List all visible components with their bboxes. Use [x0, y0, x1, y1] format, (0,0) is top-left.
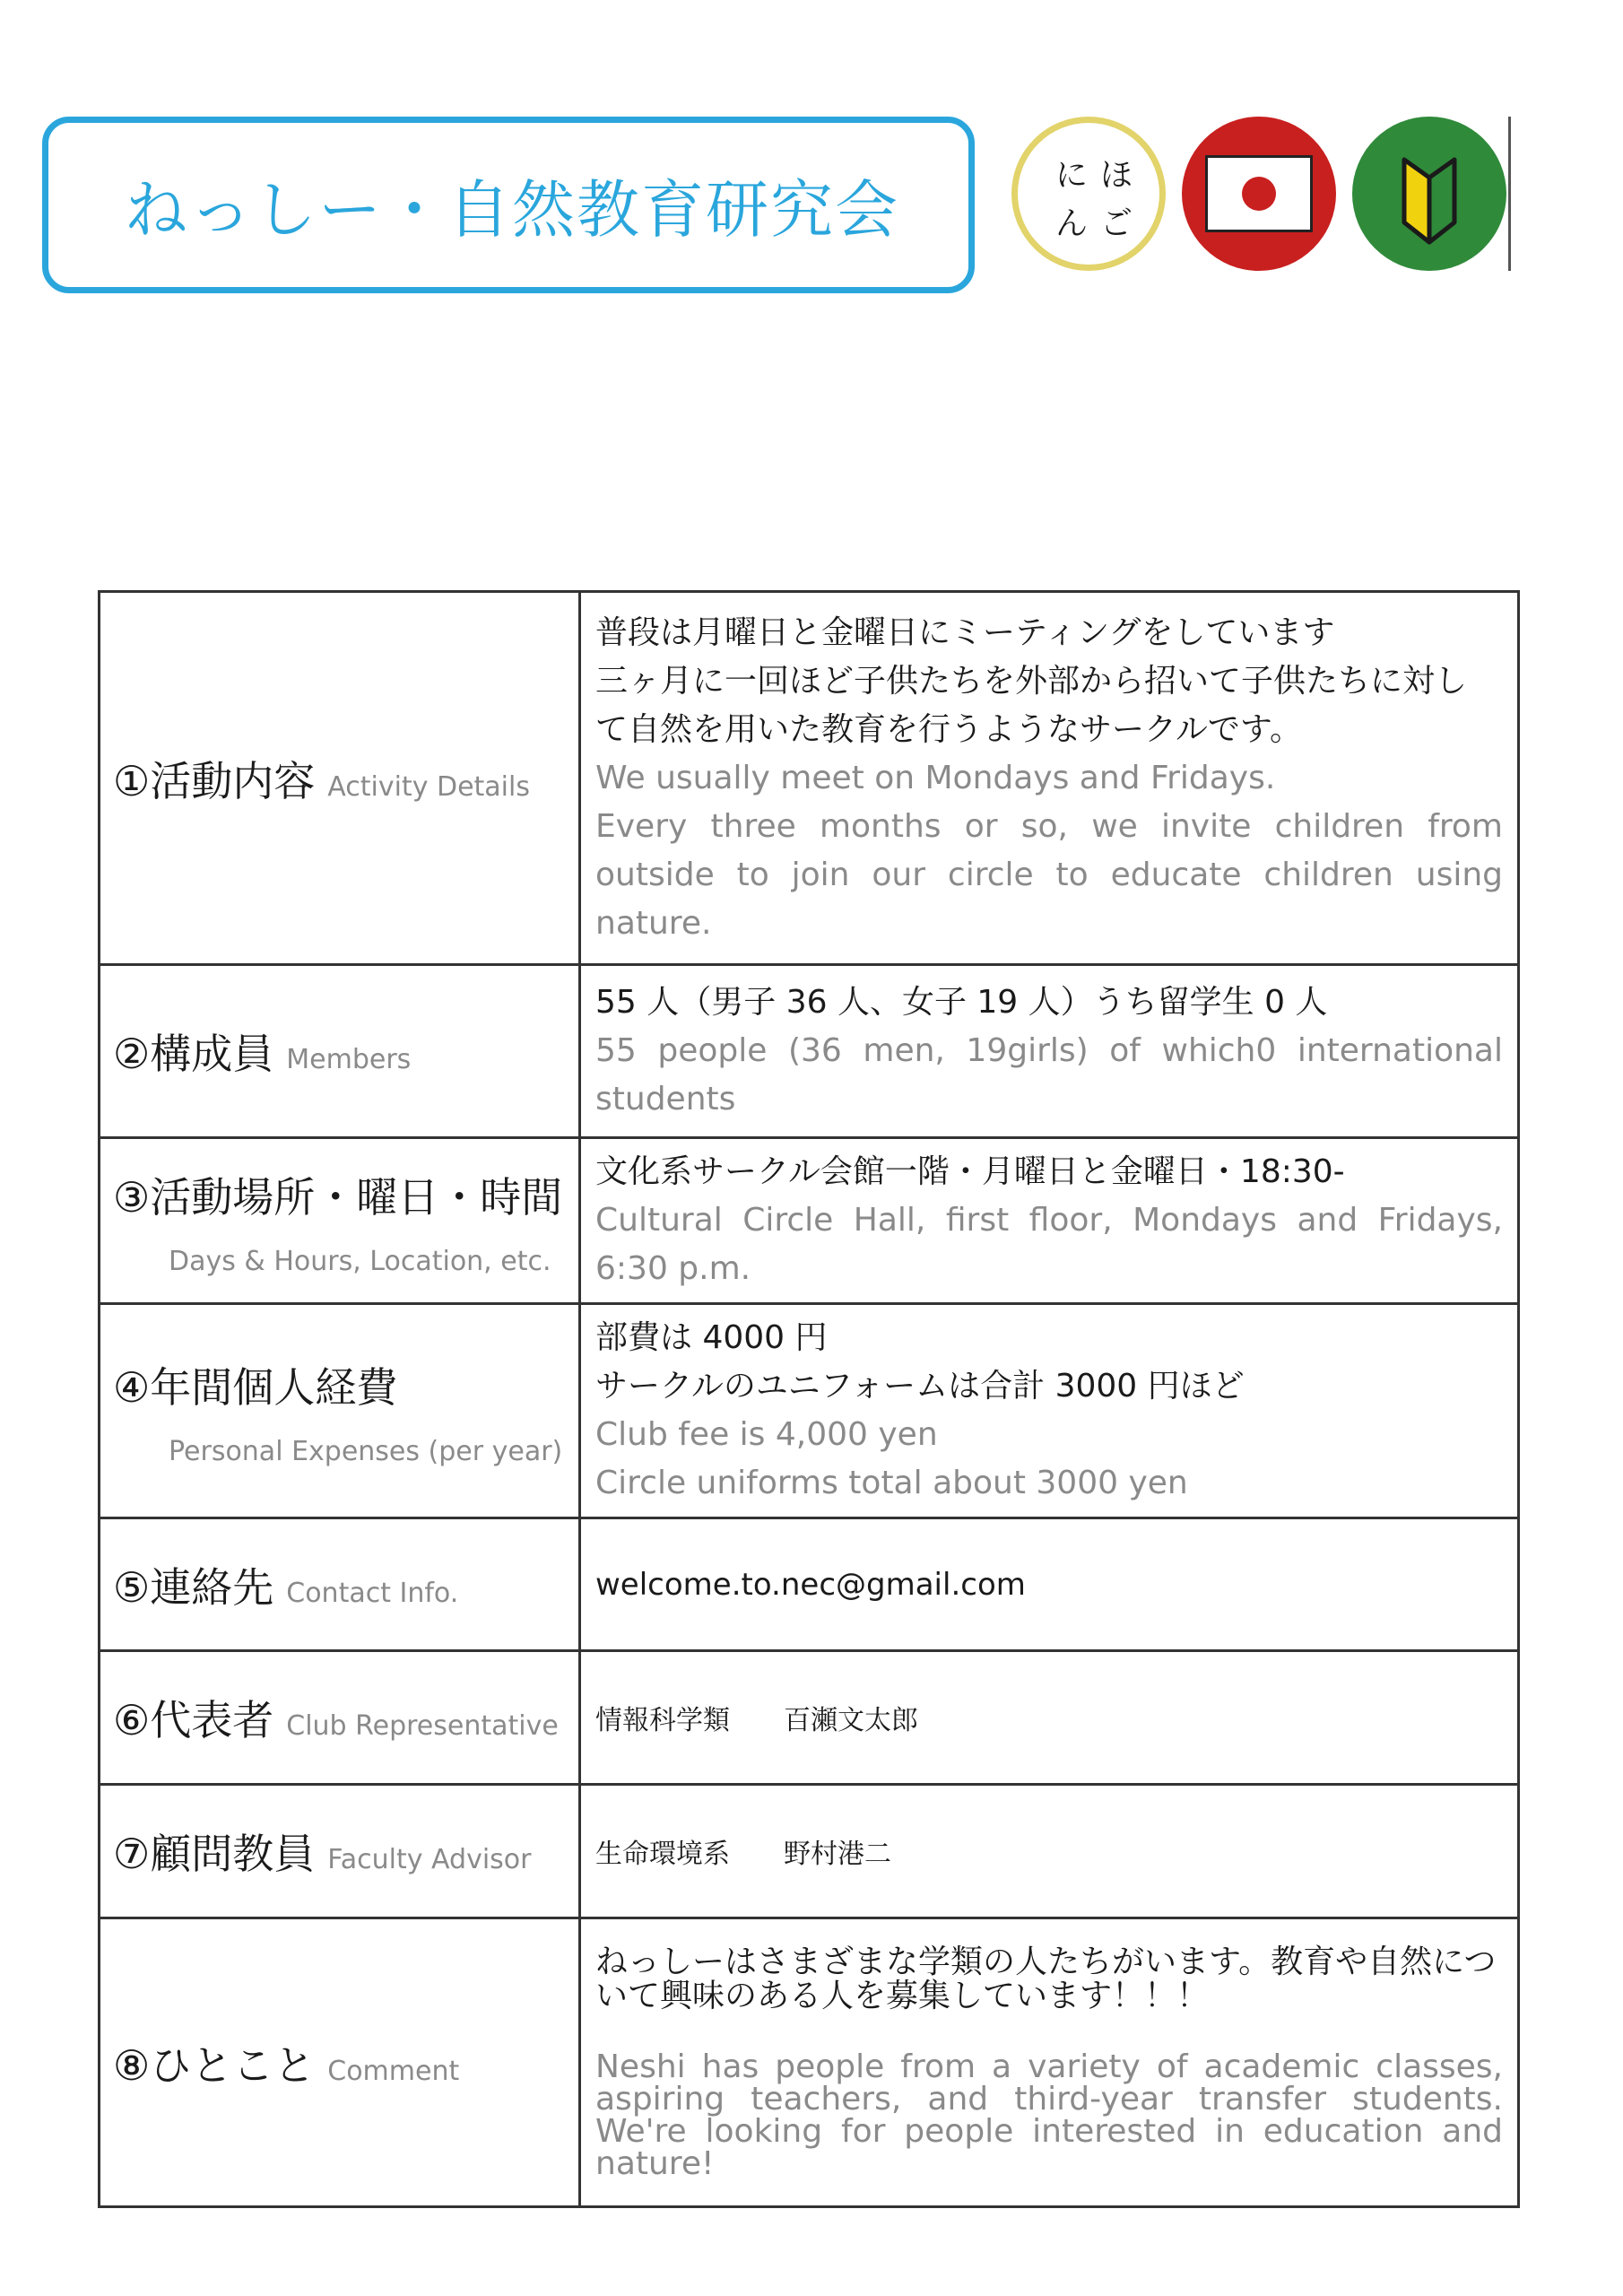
divider: [1508, 117, 1511, 271]
table-row: [100, 1785, 1519, 1918]
value-en-line: Neshi has people from a variety of academic classes, aspiring teachers, and third-year transfer students. We're looking for people interested in education and nature!: [595, 2048, 1503, 2182]
value-cell: [580, 1785, 1519, 1918]
label-cell: [100, 1138, 580, 1304]
row-label-jp: ⑧ひとこと: [113, 2040, 316, 2090]
value-jp-line: 文化系サークル会館一階・月曜日と金曜日・18:30-: [595, 1153, 1345, 1190]
value-jp-line: 三ヶ月に一回ほど子供たちを外部から招いて子供たちに対し: [595, 662, 1468, 700]
row-label-en: Club Representative: [286, 1710, 559, 1742]
nihongo-char: に: [1055, 157, 1089, 194]
representative-department: 情報科学類: [595, 1705, 730, 1736]
row-label-en: Faculty Advisor: [327, 1844, 532, 1875]
club-info-table: [98, 590, 1520, 2208]
value-cell: [580, 1651, 1519, 1785]
table-row: [100, 1138, 1519, 1304]
table-row: [100, 1918, 1519, 2207]
table-row: [100, 1518, 1519, 1651]
value-cell: [580, 1518, 1519, 1651]
table-row: [100, 592, 1519, 965]
row-label-en: Comment: [327, 2055, 460, 2087]
row-label-jp: ②構成員: [113, 1030, 274, 1078]
row-label-jp: ①活動内容: [113, 756, 316, 805]
page-title: ねっしー・自然教育研究会: [125, 173, 899, 247]
label-cell: [100, 1518, 580, 1651]
value-jp-line: 普段は月曜日と金曜日にミーティングをしています: [595, 613, 1335, 651]
value-jp-line: いて興味のある人を募集しています！！！: [595, 1977, 1210, 2014]
contact-email: welcome.to.nec@gmail.com: [595, 1566, 1026, 1603]
japan-flag-icon: [1205, 155, 1313, 232]
row-label-jp: ③活動場所・曜日・時間: [113, 1172, 563, 1222]
label-cell: [100, 1651, 580, 1785]
row-label-en: Contact Info.: [286, 1577, 459, 1609]
value-cell: [580, 1304, 1519, 1518]
value-cell: [580, 1138, 1519, 1304]
nihongo-char: ん: [1055, 205, 1089, 242]
label-cell: [100, 1918, 580, 2207]
row-label-jp: ⑦顧問教員: [113, 1830, 316, 1878]
value-cell: [580, 965, 1519, 1138]
value-jp-line: 55 人（男子 36 人、女子 19 人）うち留学生 0 人: [595, 984, 1328, 1021]
title-box: [42, 117, 975, 293]
value-jp-line: て自然を用いた教育を行うようなサークルです。: [595, 710, 1303, 748]
value-en-line: Every three months or so, we invite children from outside to join our circle to educate children using nature.: [595, 807, 1503, 942]
nihongo-char: ご: [1100, 205, 1133, 242]
label-cell: [100, 592, 580, 965]
value-en-line: Cultural Circle Hall, first floor, Mondays and Fridays, 6:30 p.m.: [595, 1202, 1503, 1287]
advisor-department: 生命環境系: [595, 1839, 730, 1870]
row-label-jp: ⑥代表者: [113, 1696, 274, 1744]
row-label-en: Personal Expenses (per year): [169, 1435, 563, 1467]
value-cell: [580, 592, 1519, 965]
label-cell: [100, 1304, 580, 1518]
row-label-en: Activity Details: [327, 770, 530, 803]
representative-name: 百瀬文太郎: [784, 1705, 918, 1736]
nihongo-badge: [1011, 117, 1166, 271]
table-row: [100, 965, 1519, 1138]
value-en-line: Circle uniforms total about 3000 yen: [595, 1465, 1188, 1501]
value-cell: [580, 1918, 1519, 2207]
beginner-mark-icon: [1352, 117, 1506, 271]
table-row: [100, 1651, 1519, 1785]
japan-flag-badge: [1182, 117, 1336, 271]
row-label-en: Members: [286, 1044, 412, 1075]
row-label-jp: ⑤連絡先: [113, 1562, 274, 1612]
label-cell: [100, 1785, 580, 1918]
value-jp-line: サークルのユニフォームは合計 3000 円ほど: [595, 1368, 1245, 1405]
value-en-line: 55 people (36 men, 19girls) of which0 international students: [595, 1032, 1503, 1118]
value-en-line: We usually meet on Mondays and Fridays.: [595, 759, 1276, 796]
value-jp-line: 部費は 4000 円: [595, 1319, 828, 1356]
value-jp-line: ねっしーはさまざまな学類の人たちがいます。教育や自然につ: [595, 1943, 1497, 1980]
table-row: [100, 1304, 1519, 1518]
nihongo-char: ほ: [1100, 157, 1133, 194]
beginner-mark-badge: [1352, 117, 1506, 271]
value-en-line: Club fee is 4,000 yen: [595, 1416, 938, 1453]
label-cell: [100, 965, 580, 1138]
row-label-jp: ④年間個人経費: [113, 1362, 398, 1412]
row-label-en: Days & Hours, Location, etc.: [169, 1245, 551, 1277]
advisor-name: 野村港二: [784, 1839, 891, 1870]
